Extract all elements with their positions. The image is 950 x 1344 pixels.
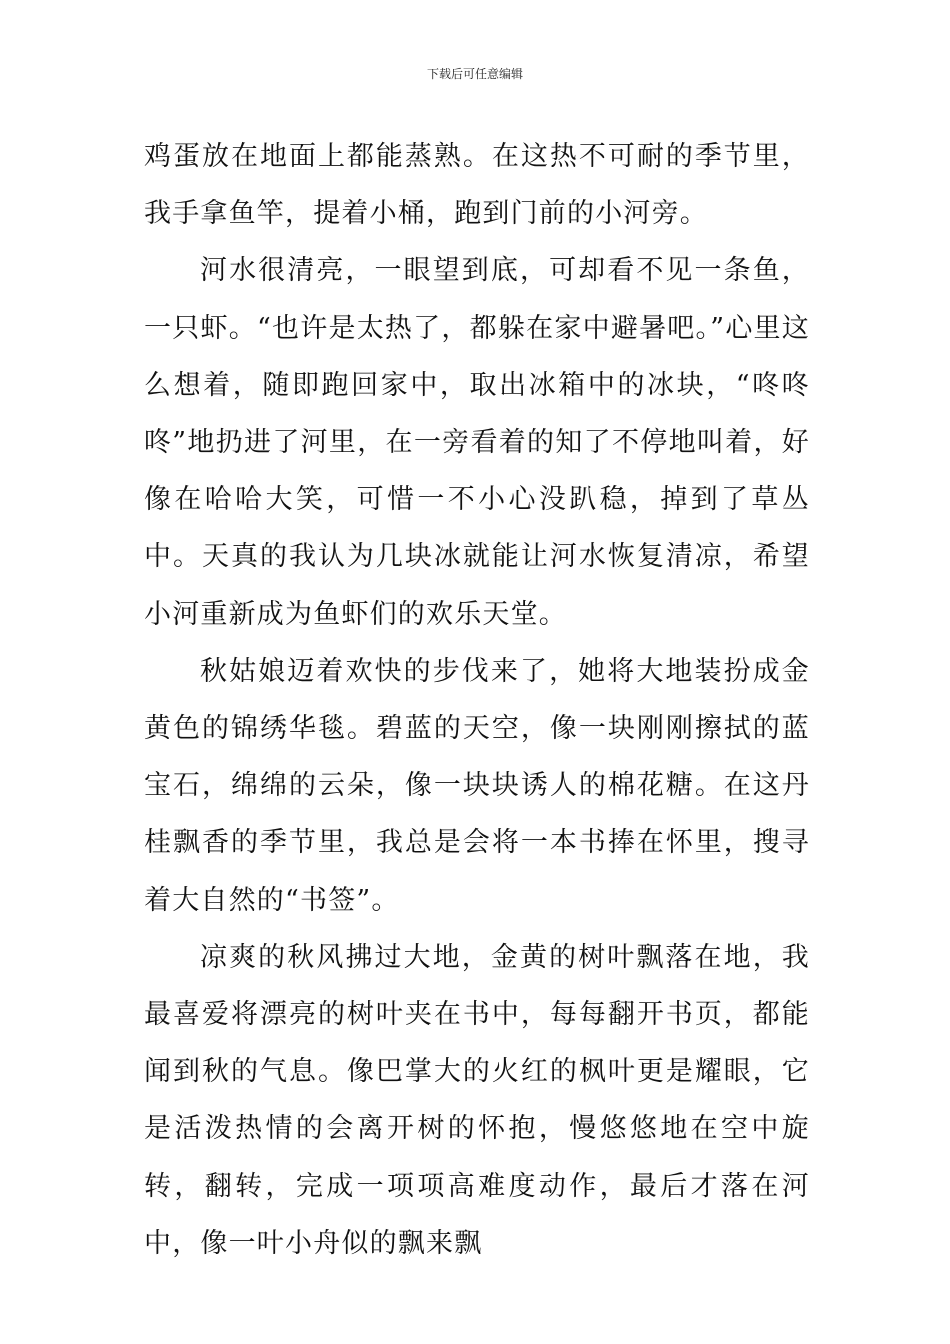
page-header-note: 下载后可任意编辑 [426, 67, 523, 81]
document-body [144, 128, 810, 1272]
paragraph-2: 河水很清亮，一眼望到底，可却看不见一条鱼，一只虾。“也许是太热了，都躲在家中避暑吧。”心里这么想着，随即跑回家中，取出冰箱中的冰块，“咚咚咚”地扔进了河里，在一旁看着的知了不停地叫着，好像在哈哈大笑，可惜一不小心没趴稳，掉到了草丛中。天真的我认为几块冰就能让河水恢复清凉，希望小河重新成为鱼虾们的欢乐天堂。 [144, 255, 810, 630]
paragraph-1: 鸡蛋放在地面上都能蒸熟。在这热不可耐的季节里，我手拿鱼竿，提着小桶，跑到门前的小河旁。 [144, 141, 810, 230]
paragraph-3: 秋姑娘迈着欢快的步伐来了，她将大地装扮成金黄色的锦绣华毯。碧蓝的天空，像一块刚刚擦拭的蓝宝石，绵绵的云朵，像一块块诱人的棉花糖。在这丹桂飘香的季节里，我总是会将一本书捧在怀里，搜寻着大自然的“书签”。 [144, 655, 810, 916]
paragraph-4: 凉爽的秋风拂过大地，金黄的树叶飘落在地，我最喜爱将漂亮的树叶夹在书中，每每翻开书页，都能闻到秋的气息。像巴掌大的火红的枫叶更是耀眼，它是活泼热情的会离开树的怀抱，慢悠悠地在空中旋转，翻转，完成一项项高难度动作，最后才落在河中，像一叶小舟似的飘来飘 [144, 941, 810, 1259]
